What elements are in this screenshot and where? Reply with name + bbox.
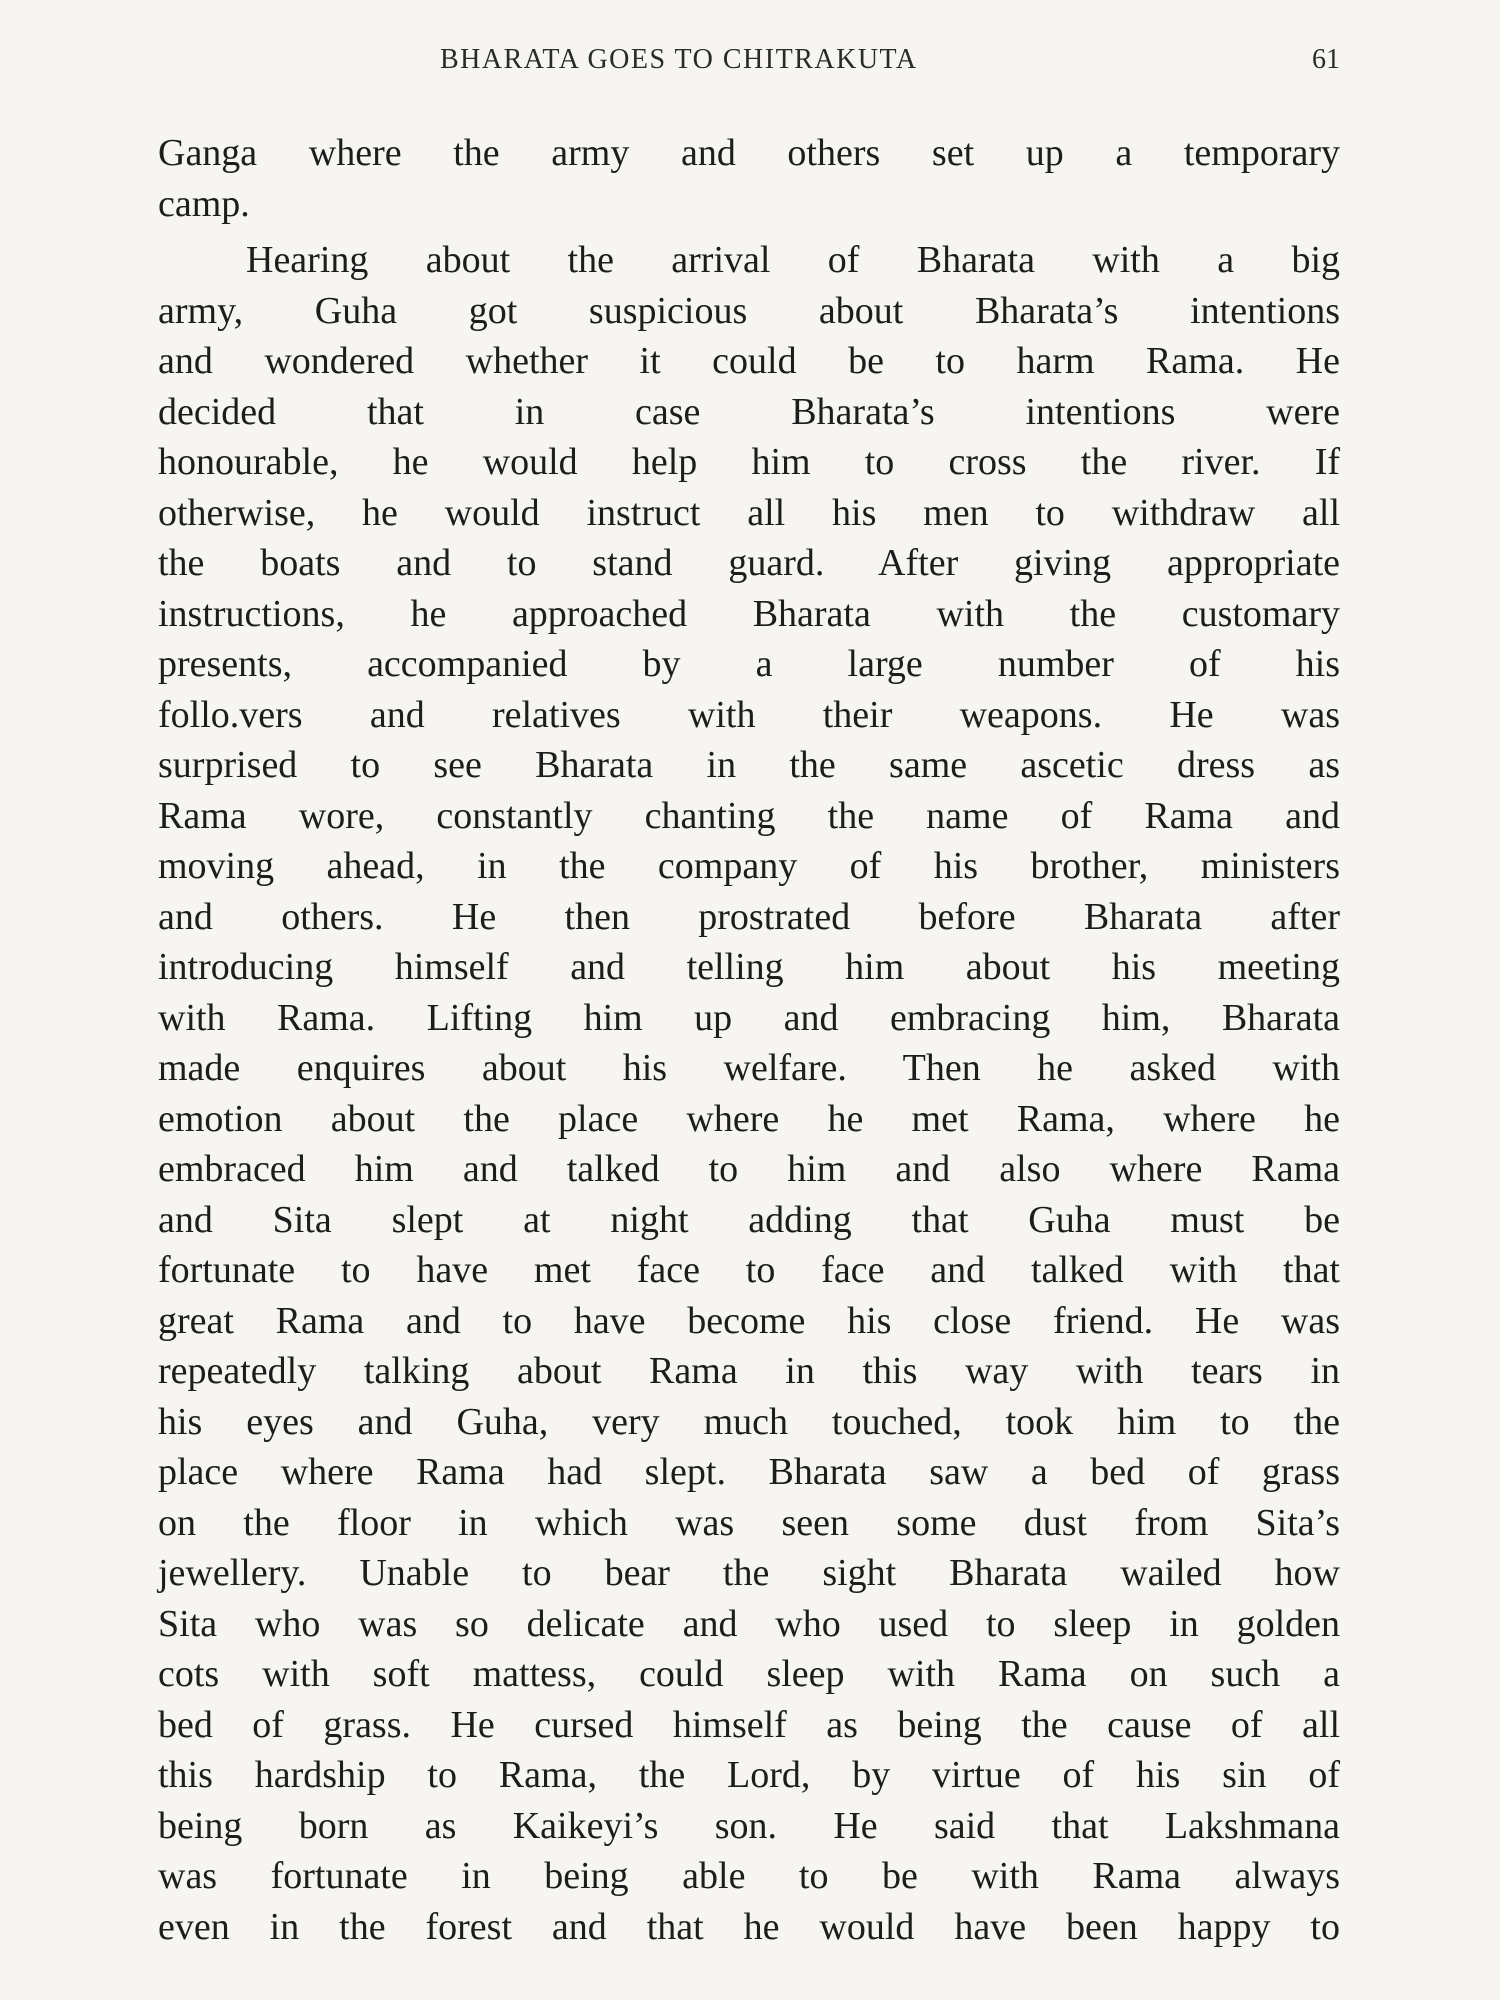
text-line: surprised to see Bharata in the same ascetic dress as (158, 744, 1340, 786)
text-line: moving ahead, in the company of his brother, ministers (158, 845, 1340, 887)
text-line: made enquires about his welfare. Then he asked with (158, 1047, 1340, 1089)
paragraph (158, 128, 1340, 229)
text-line: place where Rama had slept. Bharata saw a bed of grass (158, 1451, 1340, 1493)
text-line: with Rama. Lifting him up and embracing him, Bharata (158, 996, 1340, 1039)
text-line: introducing himself and telling him about his meeting (158, 946, 1340, 988)
text-line: repeatedly talking about Rama in this way with tears in (158, 1350, 1340, 1392)
text-line: presents, accompanied by a large number of his (158, 643, 1340, 685)
text-line: army, Guha got suspicious about Bharata’s intentions (158, 289, 1340, 332)
text-line: Hearing about the arrival of Bharata with a big (246, 239, 1340, 281)
text-line: otherwise, he would instruct all his men to withdraw all (158, 491, 1340, 534)
text-line: follo.vers and relatives with their weapons. He was (158, 693, 1340, 736)
text-line: instructions, he approached Bharata with the customary (158, 592, 1340, 635)
page-number: 61 (1312, 44, 1340, 75)
text-line: great Rama and to have become his close friend. He was (158, 1299, 1340, 1342)
text-line: was fortunate in being able to be with Rama always (158, 1855, 1340, 1897)
paragraph (158, 235, 1340, 1952)
text-line: camp. (158, 182, 250, 225)
text-line: fortunate to have met face to face and talked with that (158, 1249, 1340, 1291)
text-line: jewellery. Unable to bear the sight Bharata wailed how (158, 1552, 1340, 1594)
running-head: BHARATA GOES TO CHITRAKUTA (440, 44, 918, 75)
text-line: this hardship to Rama, the Lord, by virtue of his sin of (158, 1754, 1340, 1796)
text-line: cots with soft mattess, could sleep with Rama on such a (158, 1653, 1340, 1695)
text-line: his eyes and Guha, very much touched, took him to the (158, 1400, 1340, 1443)
text-line: and wondered whether it could be to harm Rama. He (158, 340, 1340, 382)
text-line: on the floor in which was seen some dust from Sita’s (158, 1501, 1340, 1544)
text-line: Ganga where the army and others set up a temporary (158, 132, 1340, 174)
text-line: and Sita slept at night adding that Guha must be (158, 1198, 1340, 1241)
text-line: the boats and to stand guard. After giving appropriate (158, 542, 1340, 584)
text-line: Rama wore, constantly chanting the name of Rama and (158, 794, 1340, 837)
text-line: and others. He then prostrated before Bharata after (158, 895, 1340, 938)
body-text (158, 128, 1340, 1952)
text-line: being born as Kaikeyi’s son. He said that Lakshmana (158, 1804, 1340, 1847)
text-line: embraced him and talked to him and also where Rama (158, 1148, 1340, 1190)
text-line: Sita who was so delicate and who used to sleep in golden (158, 1602, 1340, 1645)
text-line: bed of grass. He cursed himself as being the cause of all (158, 1703, 1340, 1746)
text-line: even in the forest and that he would have been happy to (158, 1905, 1340, 1948)
text-line: emotion about the place where he met Rama, where he (158, 1097, 1340, 1140)
text-line: honourable, he would help him to cross the river. If (158, 441, 1340, 483)
text-line: decided that in case Bharata’s intentions were (158, 390, 1340, 433)
